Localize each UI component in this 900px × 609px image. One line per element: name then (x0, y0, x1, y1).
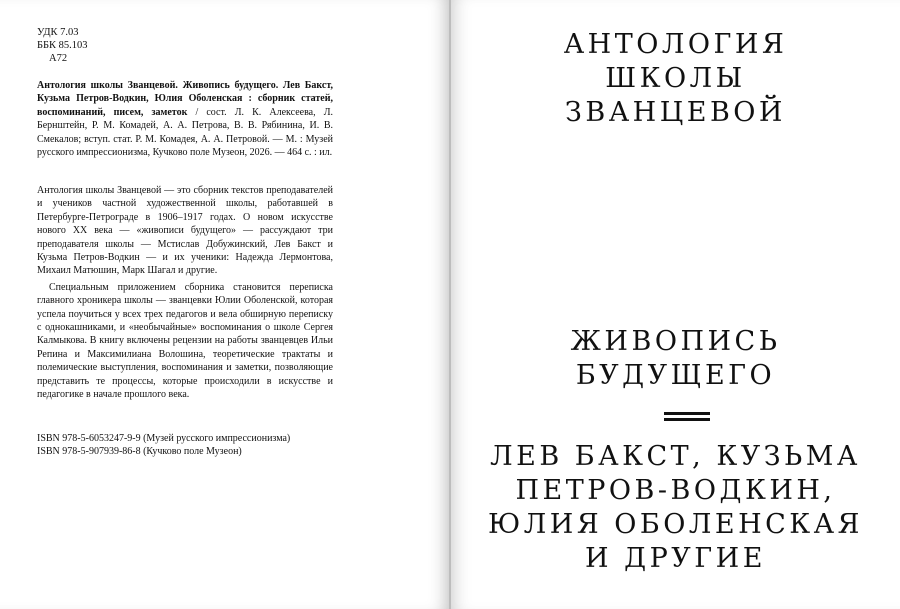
udk-code: УДК 7.03 (37, 27, 79, 38)
biblio-title: Антология школы Званцевой. Живопись будущего. Лев Бакст, Кузьма Петров-Водкин, Юлия Оболенская : сборник статей, воспоминаний, писем, заметок (37, 80, 333, 118)
series-title-line-1: АНТОЛОГИЯ (563, 29, 788, 60)
series-title-line-2: ШКОЛЫ (605, 63, 746, 94)
book-title (451, 325, 900, 393)
annotation (37, 184, 333, 402)
annotation-paragraph-1: Антология школы Званцевой — это сборник текстов преподавателей и учеников частной художественной школы, работавшей в Петербурге-Петрограде в 1906–1917 годах. О новом искусстве нового XX века — «живописи будущего» — рассуждают три преподавателя школы — Мстислав Добужинский, Лев Бакст и Кузьма Петров-Водкин — и их ученики: Надежда Лермонтова, Михаил Матюшин, Марк Шагал и другие. (37, 185, 333, 277)
rule-line-bottom (664, 418, 710, 421)
book-title-line-1: ЖИВОПИСЬ (570, 326, 781, 357)
bibliographic-record (37, 79, 333, 159)
classification-codes (37, 26, 88, 65)
author-mark: А72 (49, 53, 68, 64)
rule-line-top (664, 412, 710, 415)
authors-line-3: ЮЛИЯ ОБОЛЕНСКАЯ (488, 509, 863, 540)
right-page-title (451, 0, 900, 609)
authors-line-1: ЛЕВ БАКСТ, КУЗЬМА (490, 441, 861, 472)
biblio-details: / сост. Л. К. Алексеева, Л. Бернштейн, Р. М. Комадей, А. А. Петрова, В. В. Рябинина, И. В. Смекалов; вступ. стат. Р. М. Комадея, А. А. Петровой. — М. : Музей русского импрессионизма, Кучково поле Музеон, 2026. — 464 с. : ил. (37, 106, 334, 159)
isbn-list (37, 432, 290, 459)
isbn-2: ISBN 978-5-907939-86-8 (Кучково поле Музеон) (37, 446, 242, 458)
series-title (451, 28, 900, 130)
authors-title (451, 440, 900, 576)
annotation-paragraph-2: Специальным приложением сборника становится переписка главного хроникера школы — званцевки Юлии Оболенской, которая успела поучиться у всех трех педагогов и вела обширную переписку с однокашниками, и «необычайные» воспоминания о школе Сергея Калмыкова. В книгу включены рецензии на работы званцевцев Ильи Репина и Максимилиана Волошина, теоретические трактаты и полемические выступления, воспоминания и заметки, позволяющие представить те процессы, которые происходили в искусстве и педагогике в начале прошлого века. (37, 281, 333, 401)
left-page-imprint (0, 0, 449, 609)
double-rule-divider (664, 412, 710, 422)
bbk-code: ББК 85.103 (37, 40, 88, 51)
isbn-1: ISBN 978-5-6053247-9-9 (Музей русского импрессионизма) (37, 433, 291, 444)
series-title-line-3: ЗВАНЦЕВОЙ (565, 97, 786, 128)
authors-line-2: ПЕТРОВ-ВОДКИН, (515, 475, 836, 506)
authors-line-4: И ДРУГИЕ (585, 543, 766, 574)
book-title-line-2: БУДУЩЕГО (575, 360, 776, 391)
